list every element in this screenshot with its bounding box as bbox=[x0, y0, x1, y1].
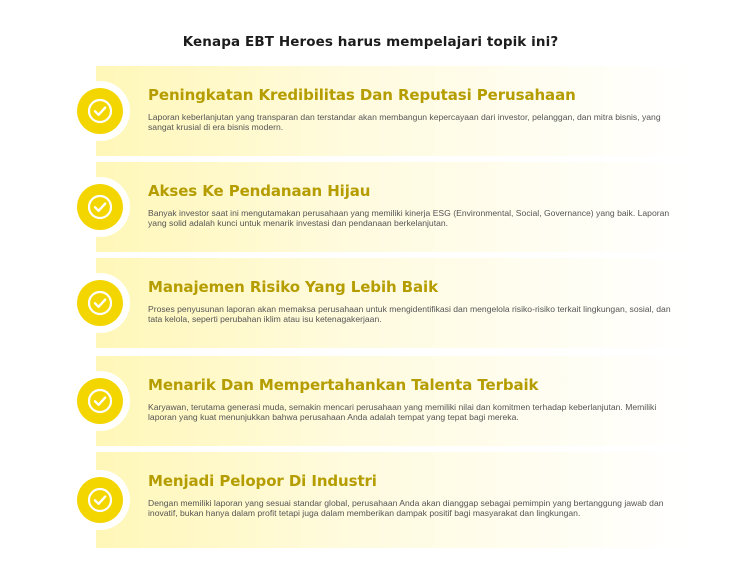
benefit-description: Proses penyusunan laporan akan memaksa perusahaan untuk mengidentifikasi dan mengelola risiko-risiko terkait lingkungan, sosial, dan tata kelola, seperti perubahan iklim atau isu ketenagakerjaan. bbox=[148, 304, 671, 324]
benefit-card bbox=[96, 162, 692, 252]
check-circle-icon bbox=[87, 487, 113, 513]
benefit-card bbox=[96, 452, 692, 548]
benefit-title: Akses Ke Pendanaan Hijau bbox=[148, 182, 371, 200]
benefit-description: Laporan keberlanjutan yang transparan dan terstandar akan membangun kepercayaan dari investor, pelanggan, dan mitra bisnis, yang sangat krusial di era bisnis modern. bbox=[148, 112, 661, 132]
benefit-card bbox=[96, 356, 692, 446]
benefit-title: Peningkatan Kredibilitas Dan Reputasi Perusahaan bbox=[148, 86, 576, 104]
check-circle-icon bbox=[87, 194, 113, 220]
benefit-description: Karyawan, terutama generasi muda, semakin mencari perusahaan yang memiliki nilai dan komitmen terhadap keberlanjutan. Memiliki laporan yang kuat menunjukkan bahwa perusahaan Anda adalah tempat yang tepat bagi mereka. bbox=[148, 402, 657, 422]
check-circle-icon bbox=[87, 290, 113, 316]
check-badge bbox=[70, 470, 130, 530]
check-badge bbox=[70, 371, 130, 431]
check-badge bbox=[70, 273, 130, 333]
benefit-description: Dengan memiliki laporan yang sesuai standar global, perusahaan Anda akan dianggap sebagai pemimpin yang bertanggung jawab dan inovatif, bukan hanya dalam profit tetapi juga dalam memberikan dampak positif bagi masyarakat dan lingkungan. bbox=[148, 498, 664, 518]
check-badge bbox=[70, 177, 130, 237]
benefit-card bbox=[96, 66, 692, 156]
check-badge bbox=[70, 81, 130, 141]
benefit-description: Banyak investor saat ini mengutamakan perusahaan yang memiliki kinerja ESG (Environmental, Social, Governance) yang baik. Laporan yang solid adalah kunci untuk menarik investasi dan pendanaan berkelanjutan. bbox=[148, 208, 670, 228]
check-circle-icon bbox=[87, 98, 113, 124]
benefit-title: Menarik Dan Mempertahankan Talenta Terbaik bbox=[148, 376, 539, 394]
check-circle-icon bbox=[87, 388, 113, 414]
benefit-title: Manajemen Risiko Yang Lebih Baik bbox=[148, 278, 438, 296]
section-heading: Kenapa EBT Heroes harus mempelajari topik ini? bbox=[182, 34, 559, 50]
benefit-card bbox=[96, 258, 692, 348]
benefit-title: Menjadi Pelopor Di Industri bbox=[148, 472, 377, 490]
